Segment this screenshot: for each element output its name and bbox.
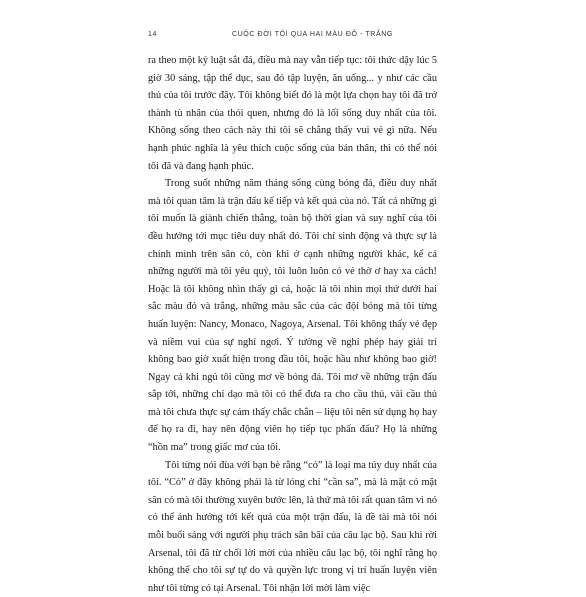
page-header — [148, 31, 448, 43]
running-title: CUỘC ĐỜI TÔI QUA HAI MÀU ĐỎ - TRẮNG — [232, 31, 393, 38]
body-text — [148, 52, 437, 597]
paragraph: ra theo một kỷ luật sắt đá, điều mà nay vẫn tiếp tục: tôi thức dậy lúc 5 giờ 30 sáng, tập thể dục, sau đó tập luyện, ăn uống... y như các cầu thủ của tôi trước đây. Tôi không biết đó là một lựa chọn hay tôi đã trở thành tù nhân của thói quen, nhưng đó là lối sống duy nhất của tôi. Không sống theo cách này thì tôi sẽ chẳng thấy vui vẻ gì nữa. Nếu hạnh phúc nghĩa là yêu thích cuộc sống của bản thân, thì có thể nói tôi đã và đang hạnh phúc. — [148, 55, 437, 172]
paragraph: Trong suốt những năm tháng sống cùng bóng đá, điều duy nhất mà tôi quan tâm là trận đấu kế tiếp và kết quả của nó. Tất cả những gì tôi muốn là giành chiến thắng, toàn bộ thời gian và suy nghĩ của tôi đều hướng tới mục tiêu duy nhất đó. Tôi chỉ sinh động và thực sự là chính mình trên sân cỏ, còn khi ở cạnh những người khác, kể cả những người mà tôi yêu quý, tôi luôn luôn có vẻ thờ ơ hay xa cách! Hoặc là tôi không nhìn thấy gì cả, hoặc là tôi nhìn mọi thứ dưới hai sắc màu đỏ và trắng, những màu sắc của các đội bóng mà tôi từng huấn luyện: Nancy, Monaco, Nagoya, Arsenal. Tôi không thấy vẻ đẹp và niềm vui của sự nghỉ ngơi. Ý tưởng về nghỉ phép hay giải trí không bao giờ xuất hiện trong đầu tôi, hoặc hầu như không bao giờ! Ngay cả khi ngủ tôi cũng mơ về bóng đá. Tôi mơ về những trận đấu sắp tới, những chỉ dạo mà tôi có thể đưa ra cho cầu thủ, vài cầu thủ mà tôi chưa thực sự cảm thấy chắc chắn – liệu tôi nên sử dụng họ hay để họ ra đi, hay nên động viên họ tiếp tục phấn đấu? Họ là những “hồn ma” trong giấc mơ của tôi. — [148, 178, 437, 454]
paragraph: Tôi từng nói đùa với bạn bè rằng “cỏ” là loại ma túy duy nhất của tôi. “Cỏ” ở đây không phải là từ lóng chỉ “cần sa”, mà là mặt cỏ mặt sân cỏ mà tôi thường xuyên bước lên, là thứ mà tôi rất quan tâm vì nó có thể ảnh hưởng tới kết quả của một trận đấu, là đề tài mà tôi nói mỗi buổi sáng với người phụ trách sân bãi của câu lạc bộ. Sau khi rời Arsenal, tôi đã từ chối lời mời của nhiều câu lạc bộ, tôi nghĩ rằng họ không thể cho tôi sự tự do và quyền lực trong vị trí huấn luyện viên như tôi từng có tại Arsenal. Tôi nhận lời mời làm việc — [148, 459, 437, 594]
page-number: 14 — [148, 31, 157, 38]
